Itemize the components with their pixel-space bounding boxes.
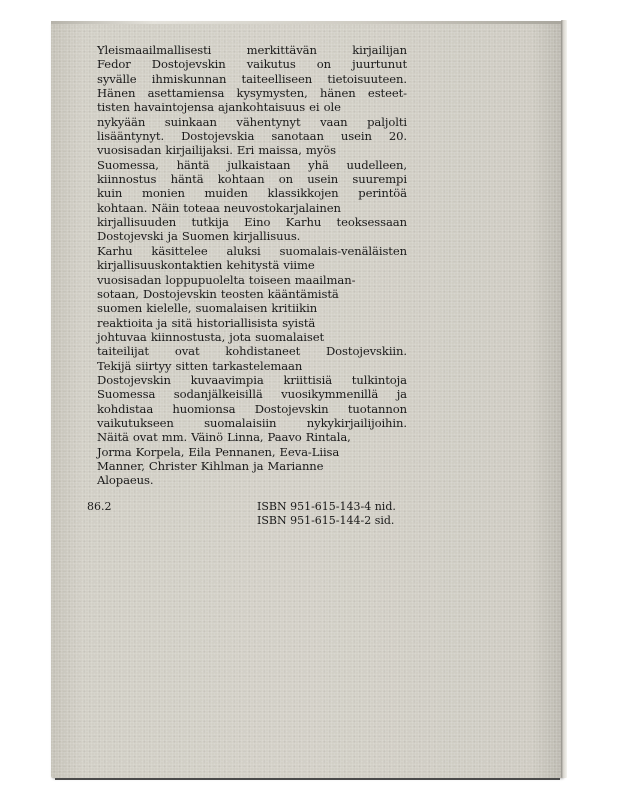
blurb-line: nykyään suinkaan vähentynyt vaan paljolti: [97, 114, 407, 129]
blurb-line: Manner, Christer Kihlman ja Marianne: [97, 458, 324, 473]
blurb-line: vuosisadan loppupuolelta toiseen maailman-: [97, 272, 356, 287]
blurb-line: Tekijä siirtyy sitten tarkastelemaan: [97, 358, 303, 373]
blurb-line: kohtaan. Näin toteaa neuvostokarjalainen: [97, 200, 341, 215]
blurb-line: Suomessa, häntä julkaistaan yhä uudelleen,: [97, 157, 407, 172]
blurb-line: vaikutukseen suomalaisiin nykykirjailijoihin.: [97, 415, 407, 430]
blurb-line: reaktioita ja sitä historiallisista syistä: [97, 315, 316, 330]
blurb-line: Dostojevskin kuvaavimpia kriittisiä tulkintoja: [97, 372, 407, 387]
blurb-text: [97, 43, 407, 488]
blurb-line: Alopaeus.: [97, 473, 154, 488]
isbn-block: [257, 500, 396, 528]
isbn-paperback: ISBN 951-615-143-4 nid.: [257, 500, 396, 513]
blurb-line: lisääntynyt. Dostojevskia sanotaan usein 20.: [97, 129, 407, 144]
blurb-line: sotaan, Dostojevskin teosten kääntämistä: [97, 286, 339, 301]
cover-right-edge: [561, 20, 567, 778]
classification-code: 86.2: [87, 500, 112, 513]
blurb-line: Dostojevski ja Suomen kirjallisuus.: [97, 229, 301, 244]
blurb-line: Jorma Korpela, Eila Pennanen, Eeva-Liisa: [97, 444, 340, 459]
blurb-line: Näitä ovat mm. Väinö Linna, Paavo Rintala,: [97, 430, 351, 445]
cover-top-edge: [51, 21, 563, 24]
blurb-line: taiteilijat ovat kohdistaneet Dostojevskiin.: [97, 344, 407, 359]
blurb-line: johtuvaa kiinnostusta, jota suomalaiset: [97, 329, 325, 344]
blurb-line: vuosisadan kirjailijaksi. Eri maissa, myös: [97, 143, 336, 158]
isbn-hardcover: ISBN 951-615-144-2 sid.: [257, 514, 395, 527]
blurb-line: syvälle ihmiskunnan taiteelliseen tietoisuuteen.: [97, 71, 407, 86]
cover-bottom-edge: [55, 778, 560, 780]
blurb-line: kirjallisuuden tutkija Eino Karhu teoksessaan: [97, 215, 407, 230]
book-back-cover: [51, 22, 563, 778]
blurb-line: Hänen asettamiensa kysymysten, hänen esteet-: [97, 86, 407, 101]
blurb-line: Fedor Dostojevskin vaikutus on juurtunut: [97, 57, 407, 72]
blurb-line: kuin monien muiden klassikkojen perintöä: [97, 186, 407, 201]
blurb-line: kirjallisuuskontaktien kehitystä viime: [97, 258, 315, 273]
blurb-line: kiinnostus häntä kohtaan on usein suurempi: [97, 172, 407, 187]
blurb-line: Suomessa sodanjälkeisillä vuosikymmenillä ja: [97, 387, 407, 402]
blurb-line: tisten havaintojensa ajankohtaisuus ei ole: [97, 100, 341, 115]
blurb-line: suomen kielelle, suomalaisen kritiikin: [97, 301, 318, 316]
blurb-line: Yleismaailmallisesti merkittävän kirjailijan: [97, 43, 407, 57]
blurb-line: kohdistaa huomionsa Dostojevskin tuotannon: [97, 401, 407, 416]
blurb-line: Karhu käsittelee aluksi suomalais-venäläisten: [97, 243, 407, 258]
